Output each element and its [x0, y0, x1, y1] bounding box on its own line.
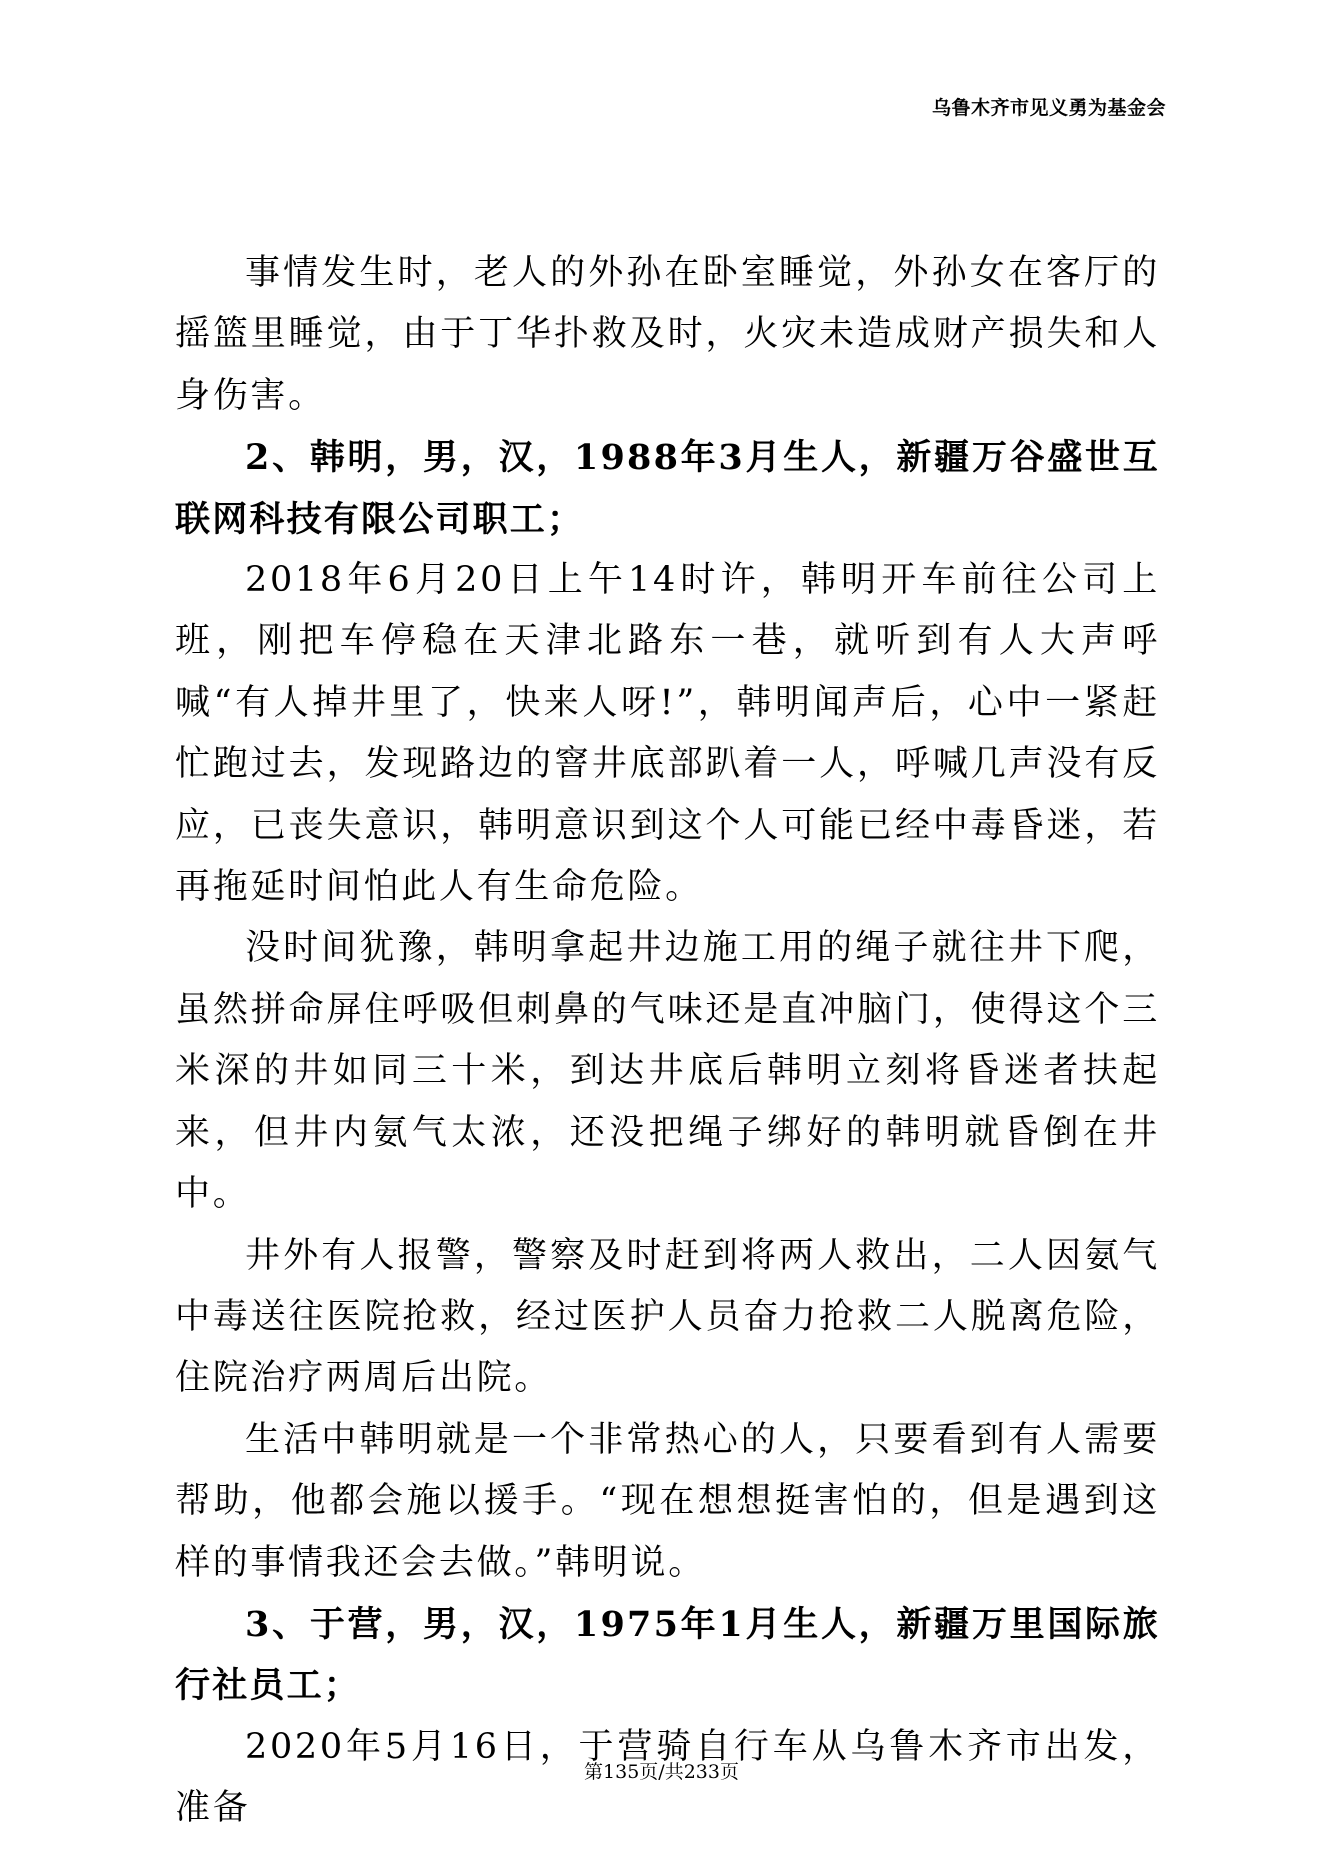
paragraph-han-ming-quote: 生活中韩明就是一个非常热心的人，只要看到有人需要帮助，他都会施以援手。“现在想想挺害怕的，但是遇到这样的事情我还会去做。”韩明说。: [175, 1419, 1160, 1583]
paragraph-police-rescue: 井外有人报警，警察及时赶到将两人救出，二人因氨气中毒送往医院抢救，经过医护人员奋力抢救二人脱离危险，住院治疗两周后出院。: [175, 1235, 1160, 1399]
heading-yu-ying: 3、于营，男，汉，1975年1月生人，新疆万里国际旅行社员工；: [175, 1603, 1160, 1707]
heading-han-ming: 2、韩明，男，汉，1988年3月生人，新疆万谷盛世互联网科技有限公司职工；: [175, 437, 1160, 540]
document-body: [175, 243, 1160, 1840]
paragraph-han-ming-rescue: 没时间犹豫，韩明拿起井边施工用的绳子就往井下爬，虽然拼命屏住呼吸但刺鼻的气味还是直冲脑门，使得这个三米深的井如同三十米，到达井底后韩明立刻将昏迷者扶起来，但井内氨气太浓，还没把绳子绑好的韩明就昏倒在井中。: [175, 928, 1160, 1215]
page-number-footer: 第135页/共233页: [584, 1761, 739, 1783]
paragraph-han-ming-incident: 2018年6月20日上午14时许，韩明开车前往公司上班，刚把车停稳在天津北路东一巷，就听到有人大声呼喊“有人掉井里了，快来人呀!”，韩明闻声后，心中一紧赶忙跑过去，发现路边的窨井底部趴着一人，呼喊几声没有反应，已丧失意识，韩明意识到这个人可能已经中毒昏迷，若再拖延时间怕此人有生命危险。: [175, 560, 1160, 908]
page-header-org-name: 乌鲁木齐市见义勇为基金会: [931, 97, 1166, 119]
paragraph-yu-ying-incident: 2020年5月16日，于营骑自行车从乌鲁木齐市出发，准备: [175, 1726, 1160, 1829]
paragraph-fire-outcome: 事情发生时，老人的外孙在卧室睡觉，外孙女在客厅的摇篮里睡觉，由于丁华扑救及时，火灾未造成财产损失和人身伤害。: [175, 253, 1160, 416]
